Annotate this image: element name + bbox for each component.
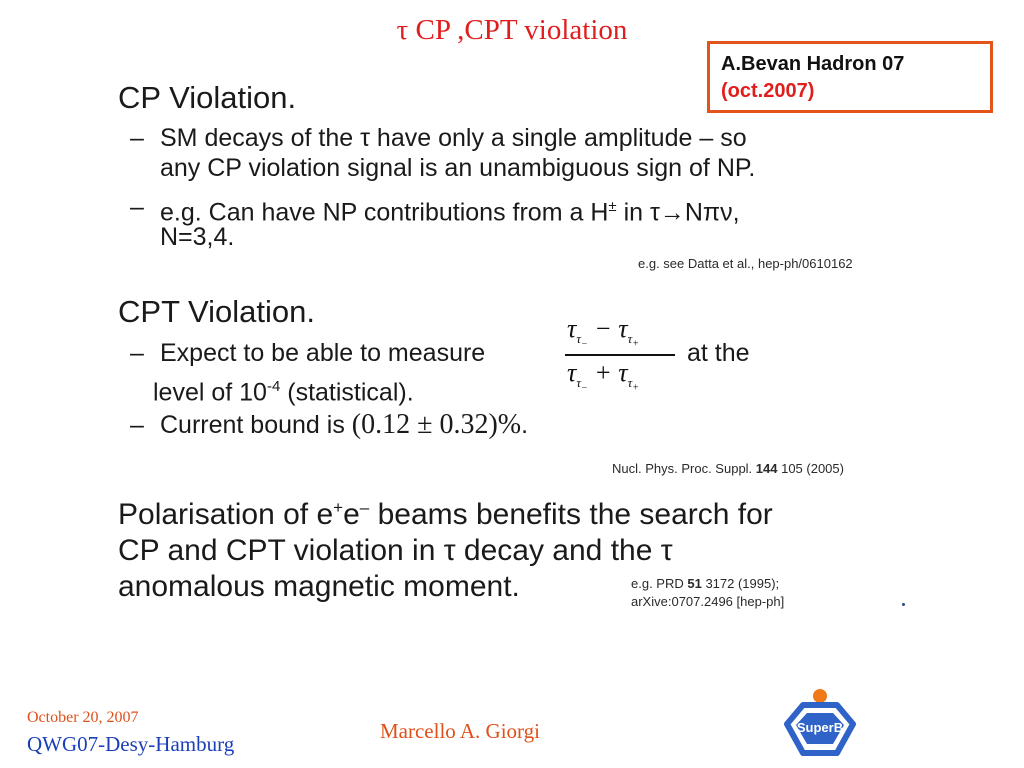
cpt-violation-heading: CPT Violation.: [118, 294, 316, 329]
superb-logo: [777, 683, 863, 763]
polarisation-line2: CP and CPT violation in τ decay and the τ: [118, 534, 673, 567]
logo-text: SuperB: [796, 720, 844, 735]
cp-citation: e.g. see Datta et al., hep-ph/0610162: [638, 256, 853, 271]
polarisation-citation-2: arXive:0707.2496 [hep-ph]: [631, 594, 785, 609]
cp-bullet1-line2: any CP violation signal is an unambiguous sign of NP.: [160, 154, 756, 182]
polarisation-citation-1: e.g. PRD 51 3172 (1995);: [631, 576, 780, 591]
cpt-bullet1-post: at the: [687, 339, 750, 367]
fraction-bar: [565, 354, 675, 356]
polarisation-line3: anomalous magnetic moment.: [118, 570, 520, 603]
cp-bullet2-line1: e.g. Can have NP contributions from a H± in τ→Nπν,: [160, 198, 740, 227]
cpt-bound-value: (0.12 ± 0.32)%: [351, 409, 522, 440]
slide-title: τ CP ,CPT violation: [396, 14, 628, 46]
fraction-numerator: $\tau_{\tau_-} - \tau_{\tau_+}$: [567, 314, 639, 350]
footer-date: October 20, 2007: [27, 709, 139, 726]
cpt-citation: Nucl. Phys. Proc. Suppl. 144 105 (2005): [612, 461, 844, 476]
fraction-denominator: $\tau_{\tau_-} + \tau_{\tau_+}$: [567, 358, 639, 394]
cp-violation-heading: CP Violation.: [118, 80, 297, 115]
reference-author: A.Bevan Hadron 07: [721, 53, 905, 75]
cpt-bullet1-pre: Expect to be able to measure: [160, 339, 486, 367]
bullet-dash: –: [130, 411, 144, 439]
cp-bullet1-line1: SM decays of the τ have only a single amplitude – so: [160, 124, 747, 152]
footer-author: Marcello A. Giorgi: [380, 719, 541, 743]
polarisation-line1: Polarisation of e+e– beams benefits the search for: [118, 498, 773, 531]
stray-dot: [902, 603, 905, 606]
reference-box: [707, 41, 993, 113]
bullet-dash: –: [130, 193, 144, 221]
cp-bullet2-line2: N=3,4.: [160, 223, 235, 251]
cpt-bullet1-line2: level of $10^{-4}$ (statistical).: [153, 378, 414, 407]
lifetime-asymmetry-fraction: [563, 314, 677, 394]
bullet-dash: –: [130, 339, 144, 367]
footer-venue: QWG07-Desy-Hamburg: [27, 732, 235, 756]
bullet-dash: –: [130, 124, 144, 152]
reference-date: (oct.2007): [721, 80, 815, 102]
cpt-bullet2: Current bound is (0.12 ± 0.32)%.: [160, 409, 529, 440]
superb-logo-icon: [777, 683, 863, 763]
